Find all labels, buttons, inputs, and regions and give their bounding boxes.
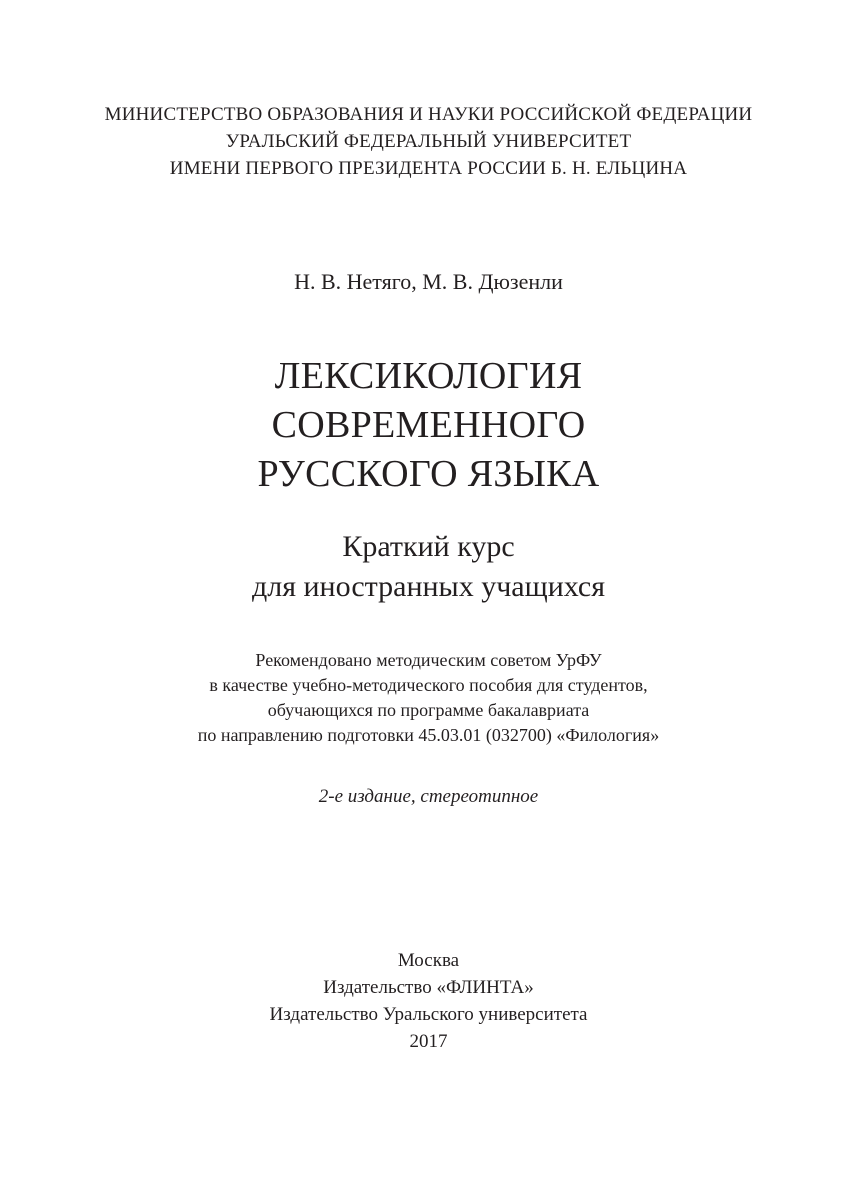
institution-line-named-after: ИМЕНИ ПЕРВОГО ПРЕЗИДЕНТА РОССИИ Б. Н. ЕЛЬЦИНА: [169, 158, 688, 179]
recommendation-note: [0, 648, 857, 748]
book-title: [0, 352, 857, 499]
imprint: [0, 947, 857, 1055]
imprint-year: 2017: [409, 1031, 448, 1052]
authors: Н. В. Нетяго, М. В. Дюзенли: [294, 269, 563, 294]
recommendation-line: обучающихся по программе бакалавриата: [267, 700, 590, 720]
recommendation-line: по направлению подготовки 45.03.01 (032700) «Филология»: [197, 725, 660, 745]
institution-line-ministry: МИНИСТЕРСТВО ОБРАЗОВАНИЯ И НАУКИ РОССИЙСКОЙ ФЕДЕРАЦИИ: [104, 104, 753, 125]
imprint-publisher: Издательство «ФЛИНТА»: [323, 977, 534, 998]
recommendation-line: в качестве учебно-методического пособия для студентов,: [209, 675, 648, 695]
imprint-city: Москва: [397, 950, 460, 971]
book-subtitle-line: для иностранных учащихся: [251, 570, 606, 603]
book-title-line: ЛЕКСИКОЛОГИЯ: [274, 355, 583, 397]
recommendation-line: Рекомендовано методическим советом УрФУ: [255, 650, 602, 670]
book-title-line: РУССКОГО ЯЗЫКА: [257, 453, 600, 495]
book-subtitle-line: Краткий курс: [342, 530, 515, 563]
imprint-publisher: Издательство Уральского университета: [269, 1004, 588, 1025]
institution-line-university: УРАЛЬСКИЙ ФЕДЕРАЛЬНЫЙ УНИВЕРСИТЕТ: [225, 131, 632, 152]
book-title-line: СОВРЕМЕННОГО: [271, 404, 586, 446]
edition-note: 2-е издание, стереотипное: [318, 786, 539, 807]
institution-header: [0, 101, 857, 182]
book-subtitle: [0, 527, 857, 607]
